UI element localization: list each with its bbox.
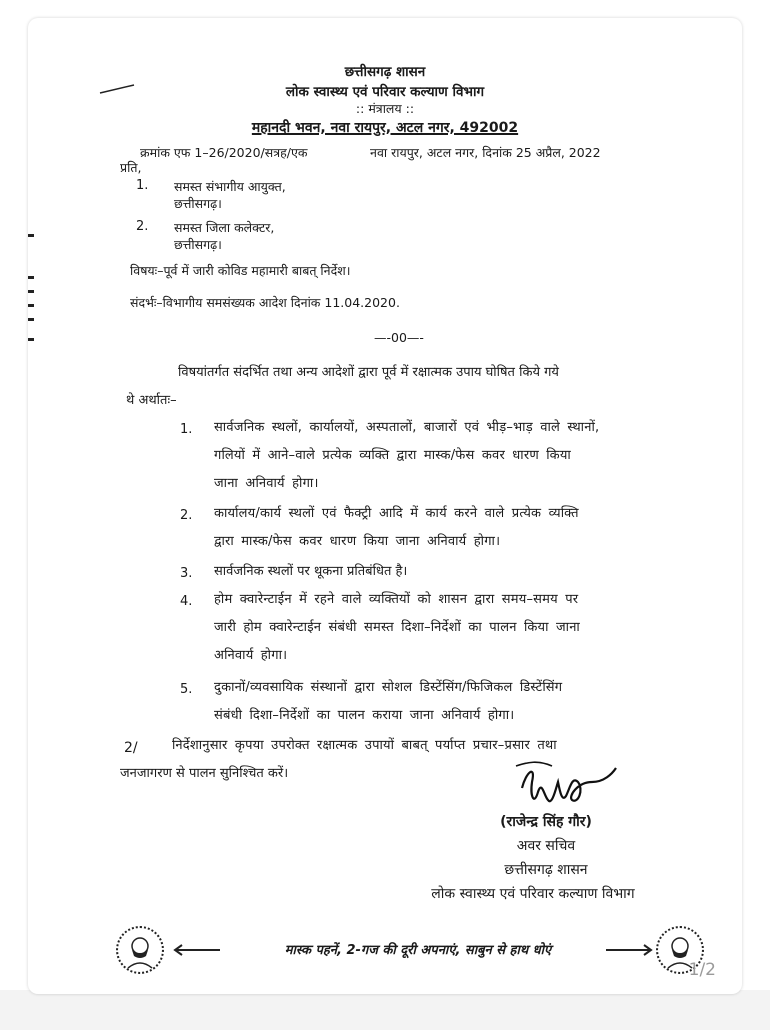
point-number: 5. [180, 682, 193, 697]
point-number: 3. [180, 566, 193, 581]
letterhead-ministry: :: मंत्रालय :: [355, 101, 415, 116]
closing-number: 2/ [124, 740, 138, 756]
point-line: द्वारा मास्क/फेस कवर धारण किया जाना अनिवार्य होगा। [214, 534, 501, 549]
order-date: नवा रायपुर, अटल नगर, दिनांक 25 अप्रैल, 2022 [370, 145, 601, 160]
footer-slogan: मास्क पहनें, 2-गज की दूरी अपनाएं, साबुन से हाथ धोएं [284, 943, 552, 958]
point-line: जाना अनिवार्य होगा। [214, 476, 319, 491]
to-label: प्रति, [120, 160, 142, 175]
page-indicator: 1/2 [688, 960, 716, 980]
signature [508, 752, 628, 816]
scan-mark [28, 338, 34, 341]
recipient-line: समस्त जिला कलेक्टर, [174, 220, 275, 235]
point-number: 4. [180, 594, 193, 609]
closing-line: जनजागरण से पालन सुनिश्चित करें। [120, 766, 289, 781]
recipient-number: 1. [136, 178, 149, 193]
closing-paragraph [120, 760, 520, 788]
point-item [214, 586, 654, 670]
point-line: कार्यालय/कार्य स्थलों एवं फैक्ट्री आदि में कार्य करने वाले प्रत्येक व्यक्ति [214, 506, 579, 521]
letterhead-government: छत्तीसगढ़ शासन [344, 64, 426, 80]
point-number: 1. [180, 422, 193, 437]
point-line: दुकानों/व्यवसायिक संस्थानों द्वारा सोशल डिस्टेंसिंग/फिजिकल डिस्टेंसिंग [214, 680, 563, 695]
letterhead-department: लोक स्वास्थ्य एवं परिवार कल्याण विभाग [285, 84, 485, 100]
scan-mark [28, 318, 34, 321]
point-line: संबंधी दिशा–निर्देशों का पालन कराया जाना अनिवार्य होगा। [214, 708, 515, 723]
footer-banner [138, 922, 698, 982]
point-line: जारी होम क्वारेन्टाईन संबंधी समस्त दिशा–निर्देशों का पालन किया जाना [214, 620, 580, 635]
recipient-line: छत्तीसगढ़। [174, 237, 222, 252]
recipient-number: 2. [136, 219, 149, 234]
point-line: सार्वजनिक स्थलों, कार्यालयों, अस्पतालों, बाजारों एवं भीड़–भाड़ वाले स्थानों, [214, 420, 600, 435]
recipient-line: समस्त संभागीय आयुक्त, [174, 179, 286, 194]
intro-line: विषयांतर्गत संदर्भित तथा अन्य आदेशों द्वारा पूर्व में रक्षात्मक उपाय घोषित किये गये [178, 365, 559, 380]
right-arrow-icon [604, 944, 654, 956]
separator: —-00—- [374, 330, 424, 345]
mask-icon [116, 926, 164, 974]
point-line: सार्वजनिक स्थलों पर थूकना प्रतिबंधित है। [214, 564, 408, 579]
point-line: गलियों में आने–वाले प्रत्येक व्यक्ति द्वारा मास्क/फेस कवर धारण किया [214, 448, 571, 463]
left-arrow-icon [172, 944, 222, 956]
signatory-government: छत्तीसगढ़ शासन [504, 862, 588, 878]
viewer-bottom-bar [0, 990, 770, 1030]
point-line: अनिवार्य होगा। [214, 648, 288, 663]
closing-line: निर्देशानुसार कृपया उपरोक्त रक्षात्मक उपायों बाबत् पर्याप्त प्रचार–प्रसार तथा [172, 738, 557, 753]
point-line: होम क्वारेन्टाईन में रहने वाले व्यक्तियों को शासन द्वारा समय–समय पर [214, 592, 579, 607]
subject-line: विषयः–पूर्व में जारी कोविड महामारी बाबत् निर्देश। [130, 263, 351, 278]
signatory-department: लोक स्वास्थ्य एवं परिवार कल्याण विभाग [431, 886, 635, 902]
signatory-designation: अवर सचिव [516, 838, 576, 854]
point-item [214, 500, 654, 556]
scan-mark [28, 304, 34, 307]
scan-mark [28, 290, 34, 293]
letterhead-address: महानदी भवन, नवा रायपुर, अटल नगर, 492002 [251, 120, 519, 136]
signatory-name: (राजेन्द्र सिंह गौर) [500, 814, 592, 830]
point-item [214, 414, 654, 498]
scan-mark [28, 276, 34, 279]
point-item [214, 674, 654, 730]
point-item [214, 558, 654, 586]
order-number: क्रमांक एफ 1–26/2020/सत्रह/एक [140, 145, 308, 160]
recipient-line: छत्तीसगढ़। [174, 196, 222, 211]
document-page [28, 18, 742, 994]
scan-mark [28, 234, 34, 237]
intro-line: थे अर्थातः– [126, 393, 177, 408]
point-number: 2. [180, 508, 193, 523]
reference-line: संदर्भः–विभागीय समसंख्यक आदेश दिनांक 11.04.2020. [130, 295, 400, 310]
